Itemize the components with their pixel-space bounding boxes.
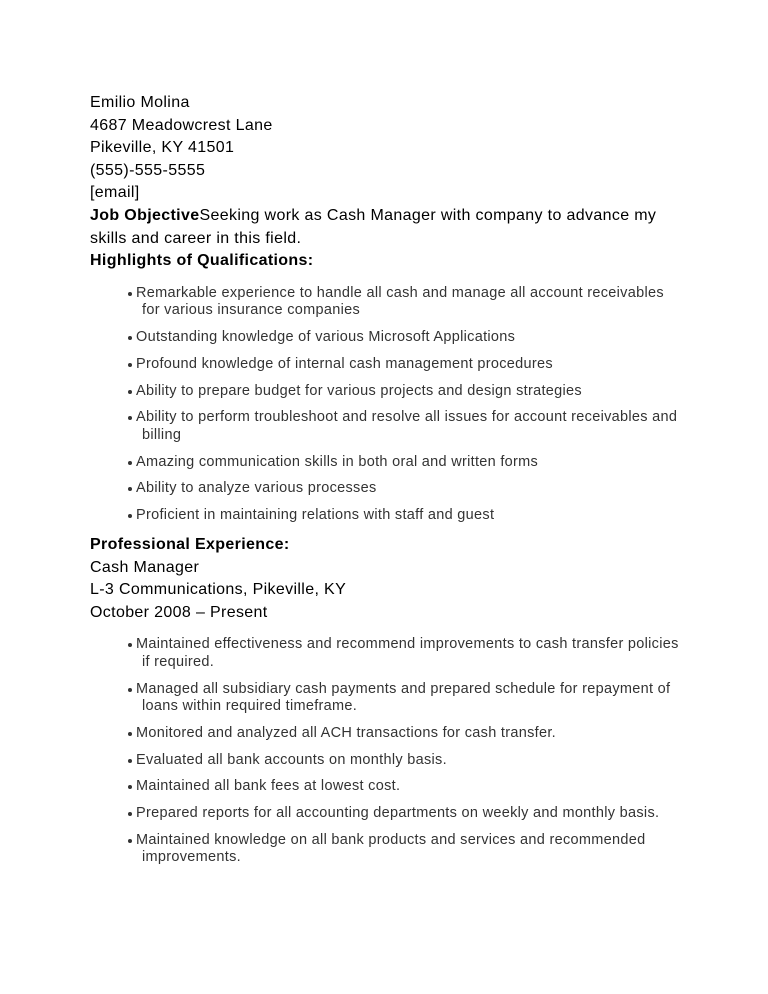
contact-email: [email] <box>90 184 140 202</box>
qualifications-list <box>90 285 680 525</box>
job-objective <box>90 205 680 250</box>
bullet-icon <box>128 390 132 394</box>
bullet-icon <box>128 336 132 340</box>
list-item: Remarkable experience to handle all cash and manage all account receivables for various insurance companies <box>128 285 680 320</box>
list-item: Profound knowledge of internal cash management procedures <box>128 356 680 373</box>
contact-name: Emilio Molina <box>90 94 190 111</box>
contact-phone: (555)-555-5555 <box>90 161 206 179</box>
list-item: Maintained knowledge on all bank products and services and recommended improvements. <box>128 832 680 867</box>
list-item: Maintained all bank fees at lowest cost. <box>128 778 680 795</box>
list-item: Amazing communication skills in both oral and written forms <box>128 454 680 471</box>
experience-dates: October 2008 – Present <box>90 603 268 621</box>
bullet-icon <box>128 643 132 647</box>
bullet-icon <box>128 292 132 296</box>
bullet-icon <box>128 514 132 518</box>
list-item: Ability to prepare budget for various projects and design strategies <box>128 383 680 400</box>
list-item: Evaluated all bank accounts on monthly basis. <box>128 752 680 769</box>
resume-page <box>90 92 680 876</box>
experience-heading: Professional Experience: <box>90 535 290 553</box>
list-item: Managed all subsidiary cash payments and prepared schedule for repayment of loans within required timeframe. <box>128 681 680 716</box>
bullet-icon <box>128 688 132 692</box>
bullet-icon <box>128 487 132 491</box>
bullet-icon <box>128 785 132 789</box>
list-item: Ability to analyze various processes <box>128 480 680 497</box>
list-item: Monitored and analyzed all ACH transactions for cash transfer. <box>128 725 680 742</box>
list-item: Proficient in maintaining relations with staff and guest <box>128 507 680 524</box>
bullet-icon <box>128 461 132 465</box>
experience-job-title: Cash Manager <box>90 558 200 576</box>
bullet-icon <box>128 732 132 736</box>
bullet-icon <box>128 363 132 367</box>
list-item: Maintained effectiveness and recommend improvements to cash transfer policies if required. <box>128 636 680 671</box>
job-objective-label: Job Objective <box>90 206 200 224</box>
contact-street: 4687 Meadowcrest Lane <box>90 116 273 134</box>
experience-company: L-3 Communications, Pikeville, KY <box>90 581 347 599</box>
bullet-icon <box>128 759 132 763</box>
list-item: Ability to perform troubleshoot and resolve all issues for account receivables and billing <box>128 409 680 444</box>
contact-city-state-zip: Pikeville, KY 41501 <box>90 139 235 157</box>
job-objective-text: Seeking work as Cash Manager with company to advance my skills and career in this field. <box>90 206 657 247</box>
bullet-icon <box>128 416 132 420</box>
list-item: Prepared reports for all accounting departments on weekly and monthly basis. <box>128 805 680 822</box>
qualifications-heading: Highlights of Qualifications: <box>90 252 314 270</box>
experience-list <box>90 636 680 866</box>
list-item: Outstanding knowledge of various Microsoft Applications <box>128 329 680 346</box>
bullet-icon <box>128 839 132 843</box>
bullet-icon <box>128 812 132 816</box>
